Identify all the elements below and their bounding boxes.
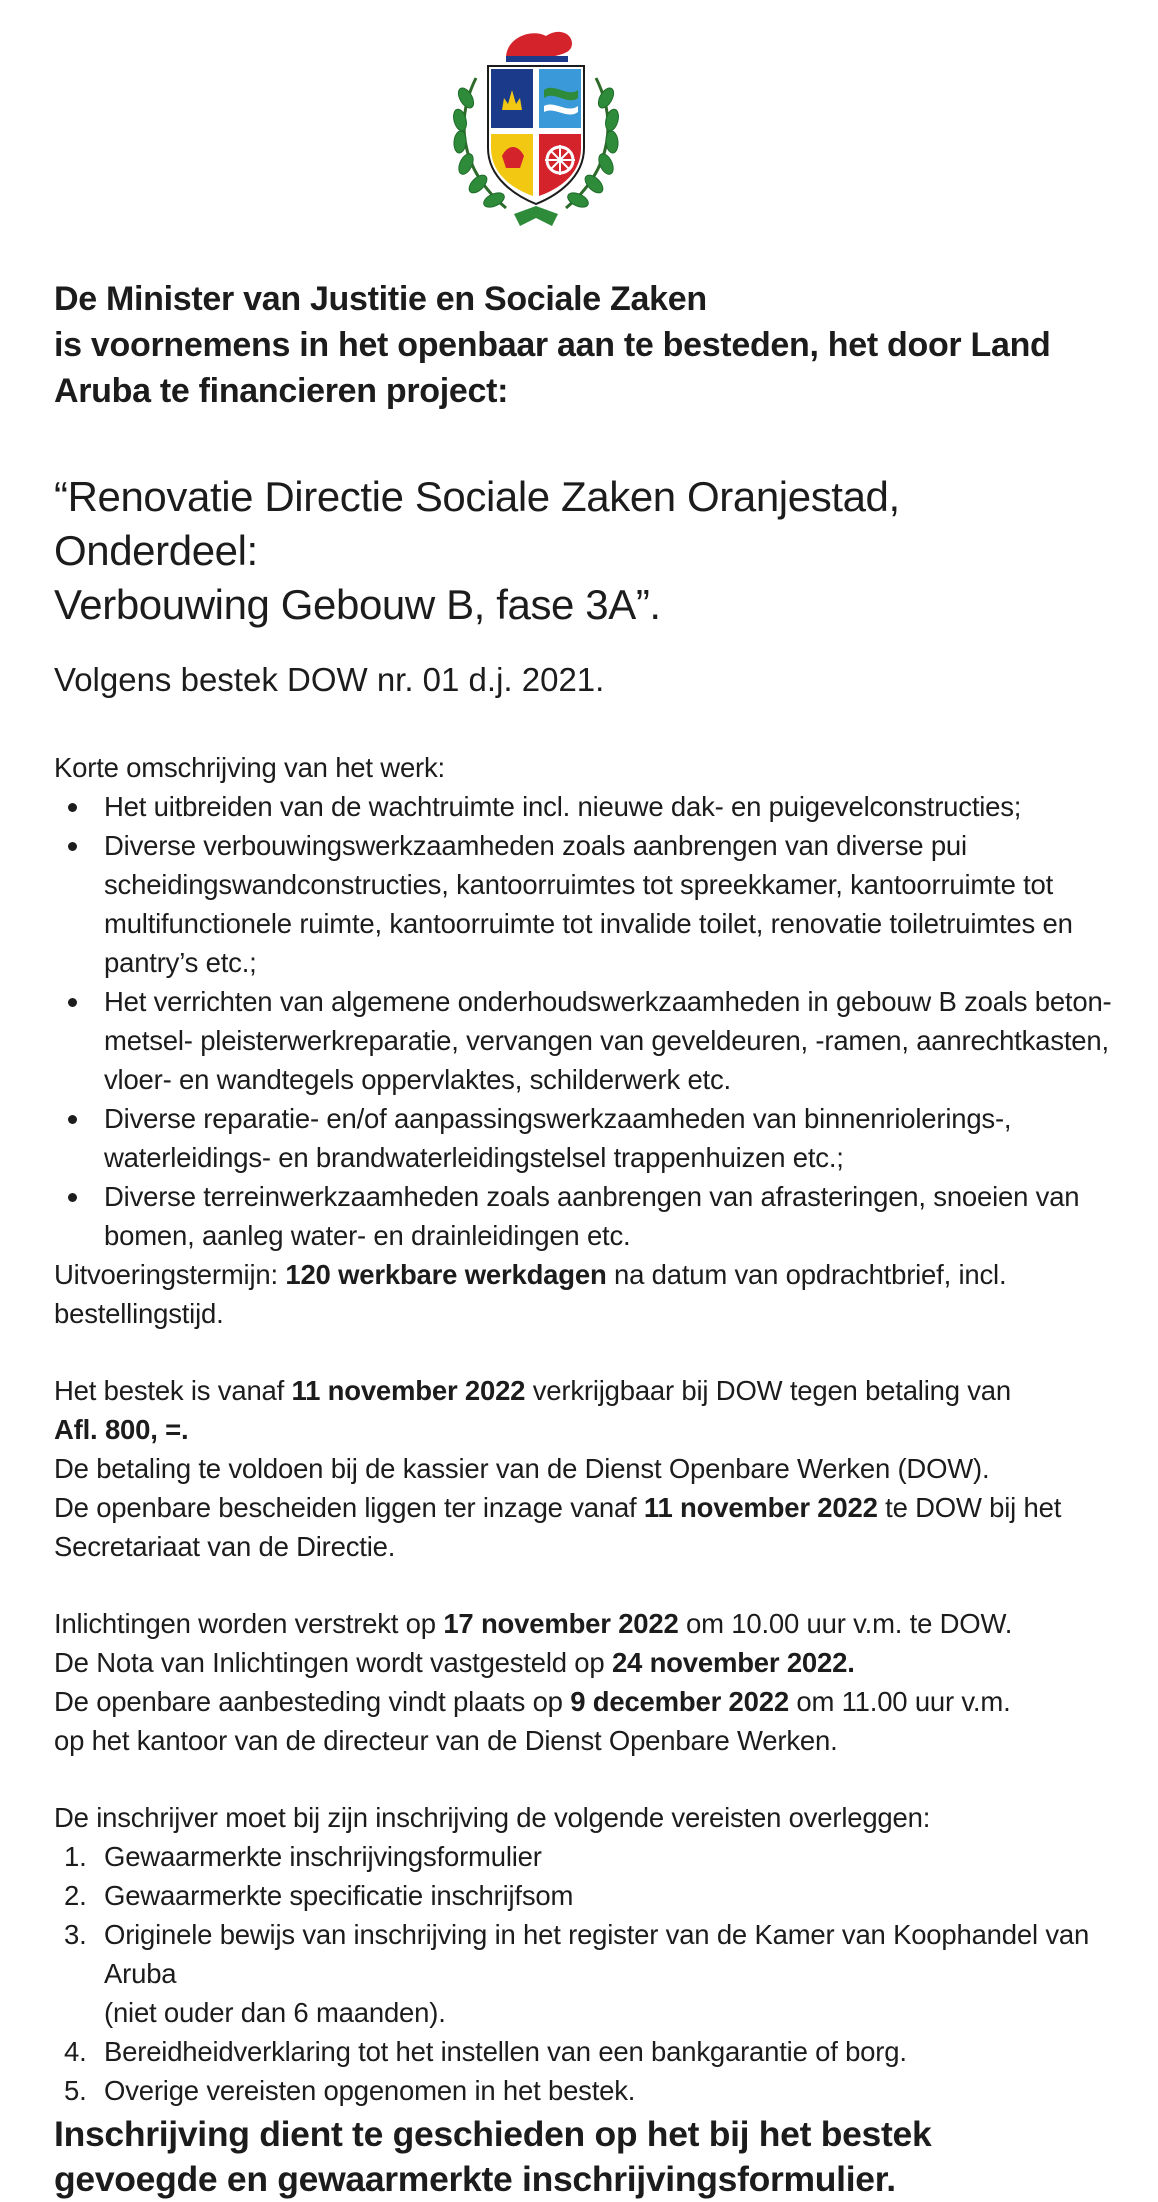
- inspection-text: Secretariaat van de Directie.: [54, 1531, 396, 1562]
- term-line: [54, 1255, 1114, 1333]
- announcement: [54, 276, 1114, 2202]
- requirement-item: [54, 1837, 1114, 1876]
- intro-line: Aruba te financieren project:: [54, 372, 509, 410]
- description-item: [54, 982, 1114, 1099]
- description-item: [54, 1177, 1114, 1255]
- schedule-text: op het kantoor van de directeur van de Dienst Openbare Werken.: [54, 1725, 838, 1756]
- availability-text: verkrijgbaar bij DOW tegen betaling van: [525, 1375, 1011, 1406]
- description-item-text: pantry’s etc.;: [104, 947, 257, 978]
- requirement-number: 1.: [64, 1841, 87, 1872]
- requirement-text: Gewaarmerkte specificatie inschrijfsom: [104, 1880, 574, 1911]
- requirement-text: Overige vereisten opgenomen in het bestek.: [104, 2075, 636, 2106]
- bullet-icon: [68, 1115, 77, 1124]
- description-item: [54, 787, 1114, 826]
- bullet-icon: [68, 803, 77, 812]
- requirement-item: [54, 2071, 1114, 2110]
- requirement-text: Originele bewijs van inschrijving in het register van de Kamer van Koophandel van: [104, 1919, 1090, 1950]
- availability-block: [54, 1371, 1114, 1566]
- term-text: na datum van opdrachtbrief, incl.: [606, 1259, 1007, 1290]
- payment-text: De betaling te voldoen bij de kassier van de Dienst Openbare Werken (DOW).: [54, 1453, 990, 1484]
- availability-text: Het bestek is vanaf: [54, 1375, 292, 1406]
- ribbon: [514, 206, 558, 226]
- inspection-text: De openbare bescheiden liggen ter inzage vanaf: [54, 1492, 644, 1523]
- requirement-number: 3.: [64, 1919, 87, 1950]
- requirement-number: 4.: [64, 2036, 87, 2067]
- price: Afl. 800, =.: [54, 1414, 189, 1445]
- description-item-text: bomen, aanleg water- en drainleidingen etc.: [104, 1220, 631, 1251]
- schedule-text: De openbare aanbesteding vindt plaats op: [54, 1686, 571, 1717]
- requirement-number: 2.: [64, 1880, 87, 1911]
- description-item-text: Het verrichten van algemene onderhoudswerkzaamheden in gebouw B zoals beton-: [104, 986, 1112, 1017]
- term-days: 120 werkbare werkdagen: [285, 1259, 607, 1290]
- description-item-text: multifunctionele ruimte, kantoorruimte tot invalide toilet, renovatie toiletruimtes en: [104, 908, 1073, 939]
- intro-line: is voornemens in het openbaar aan te besteden, het door Land: [54, 326, 1051, 364]
- term-label: Uitvoeringstermijn:: [54, 1259, 286, 1290]
- bestek-reference: Volgens bestek DOW nr. 01 d.j. 2021.: [54, 661, 605, 698]
- term-text: bestellingstijd.: [54, 1298, 224, 1329]
- requirement-item: [54, 2032, 1114, 2071]
- aruba-coat-of-arms-icon: [436, 18, 636, 236]
- description-item-text: waterleidings- en brandwaterleidingstelsel trappenhuizen etc.;: [104, 1142, 844, 1173]
- schedule-text: Inlichtingen worden verstrekt op: [54, 1608, 444, 1639]
- description-item-text: scheidingswandconstructies, kantoorruimtes tot spreekkamer, kantoorruimte tot: [104, 869, 1054, 900]
- project-title-line: Verbouwing Gebouw B, fase 3A”.: [54, 581, 661, 628]
- schedule-text: om 10.00 uur v.m. te DOW.: [678, 1608, 1013, 1639]
- closing-statement: [54, 2112, 1114, 2202]
- requirement-number: 5.: [64, 2075, 87, 2106]
- description-item-text: Diverse verbouwingswerkzaamheden zoals aanbrengen van diverse pui: [104, 830, 967, 861]
- schedule-block: [54, 1604, 1114, 1760]
- description-item-text: metsel- pleisterwerkreparatie, vervangen van geveldeuren, -ramen, aanrechtkasten,: [104, 1025, 1109, 1056]
- description-item-text: Diverse reparatie- en/of aanpassingswerkzaamheden van binnenriolerings-,: [104, 1103, 1012, 1134]
- requirements-list: [54, 1837, 1114, 2110]
- closing-line: gevoegde en gewaarmerkte inschrijvingsformulier.: [54, 2159, 896, 2199]
- bullet-icon: [68, 1193, 77, 1202]
- requirement-text: Aruba: [104, 1958, 177, 1989]
- inspection-text: te DOW bij het: [877, 1492, 1062, 1523]
- description-heading: Korte omschrijving van het werk:: [54, 752, 445, 783]
- inspection-date: 11 november 2022: [643, 1492, 878, 1523]
- requirement-item: [54, 1915, 1114, 2032]
- description-item: [54, 1099, 1114, 1177]
- nota-date: 24 november 2022.: [611, 1647, 855, 1678]
- project-title: [54, 470, 1114, 632]
- bullet-icon: [68, 998, 77, 1007]
- availability-date: 11 november 2022: [291, 1375, 526, 1406]
- description-item-text: Het uitbreiden van de wachtruimte incl. nieuwe dak- en puigevelconstructies;: [104, 791, 1022, 822]
- requirement-item: [54, 1876, 1114, 1915]
- description-item: [54, 826, 1114, 982]
- description-item-text: Diverse terreinwerkzaamheden zoals aanbrengen van afrasteringen, snoeien van: [104, 1181, 1080, 1212]
- requirements-heading: De inschrijver moet bij zijn inschrijving de volgende vereisten overleggen:: [54, 1802, 931, 1833]
- tender-date: 9 december 2022: [570, 1686, 789, 1717]
- requirement-text: Bereidheidverklaring tot het instellen van een bankgarantie of borg.: [104, 2036, 907, 2067]
- requirement-text: (niet ouder dan 6 maanden).: [104, 1997, 446, 2028]
- bullet-icon: [68, 842, 77, 851]
- closing-line: Inschrijving dient te geschieden op het bij het bestek: [54, 2114, 932, 2154]
- intro-heading: [54, 276, 1114, 414]
- schedule-text: De Nota van Inlichtingen wordt vastgesteld op: [54, 1647, 612, 1678]
- requirement-text: Gewaarmerkte inschrijvingsformulier: [104, 1841, 542, 1872]
- project-title-line: “Renovatie Directie Sociale Zaken Oranjestad, Onderdeel:: [54, 473, 900, 574]
- description-item-text: vloer- en wandtegels oppervlaktes, schilderwerk etc.: [104, 1064, 731, 1095]
- intro-line: De Minister van Justitie en Sociale Zaken: [54, 280, 707, 318]
- schedule-text: om 11.00 uur v.m.: [788, 1686, 1011, 1717]
- info-date: 17 november 2022: [443, 1608, 679, 1639]
- description-list: [54, 787, 1114, 1255]
